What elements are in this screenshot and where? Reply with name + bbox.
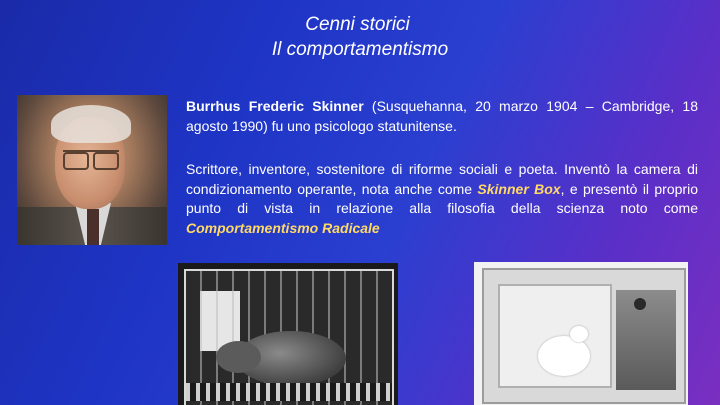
title-line-1: Cenni storici — [305, 14, 410, 35]
slide-title — [0, 12, 720, 62]
pigeon-skinner-box-photo — [474, 262, 688, 405]
rat-skinner-box-photo — [178, 263, 398, 405]
bio-text: (Susquehanna, 20 marzo 1904 – Cambridge, 18 agosto 1990) fu uno psicologo statunitense. — [186, 98, 699, 134]
person-name: Burrhus Frederic Skinner — [186, 98, 364, 114]
description-paragraph — [186, 160, 698, 238]
skinner-portrait — [17, 95, 167, 245]
description-text-1: Scrittore, inventore, sostenitore di riforme sociali e poeta. Inventò la camera di condizionamento operante, nota anche come — [186, 161, 698, 197]
description-text-2: , e presentò il proprio punto di vista in relazione alla filosofia della scienza noto come — [186, 180, 698, 216]
bio-paragraph — [186, 97, 698, 136]
highlight-skinner-box: Skinner Box — [477, 180, 561, 197]
highlight-radical-behaviorism: Comportamentismo Radicale — [186, 219, 380, 236]
title-line-2: Il comportamentismo — [271, 39, 449, 60]
